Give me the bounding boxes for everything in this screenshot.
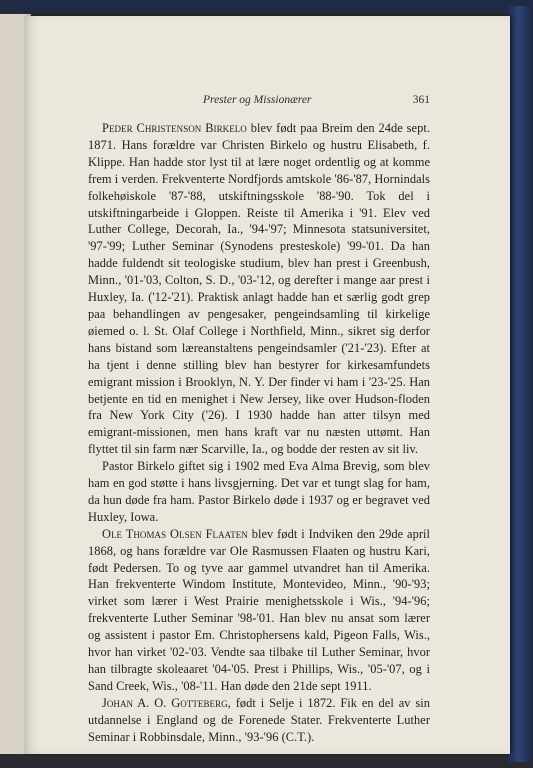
entry-text: født i Selje i 1872. Fik en del av sin utdannelse i England og de Forenede Stater. Frekventerte Luther Seminar i Robbinsdale, Minn., '93-'96 (C.T.). (88, 695, 430, 744)
entry-name: Ole Thomas Olsen Flaaten (102, 526, 248, 541)
body-text (88, 120, 430, 746)
entry-name: Peder Christenson Birkelo (102, 121, 247, 135)
book-cover-edge (507, 6, 533, 762)
paragraph-flaaten (88, 526, 430, 695)
entry-text: blev født i Indviken den 29de april 1868, og hans forældre var Ole Rasmussen Flaaten og hustru Kari, født Pedersen. To og tyve aar gammel utvandret han til Amerika. Han frekventerte Windom Institute, Montevideo, Minn., '90-'93; virket som lærer i West Prairie menighetsskole i Wis., '94-'96; frekventerte Luther Seminar '98-'01. Han blev nu ansat som lærer og assistent i pastor Em. Christophersens kald, Pigeon Falls, Wis., hvor han virket '02-'03. Vendte saa tilbake til Luther Seminar, hvor han tilbragte skoleaaret '04-'05. Prest i Phillips, Wis., '05-'07, og i Sand Creek, Wis., '08-'11. Han døde den 21de sept 1911. (88, 526, 430, 693)
book-cover-top (0, 0, 533, 12)
entry-text: blev født paa Breim den 24de sept. 1871. Hans forældre var Christen Birkelo og hustru Elisabeth, f. Klippe. Han hadde stor lyst til at lære noget ordentlig og at komme frem i verden. Frekventerte Nordfjords amtskole '86-'87, Hornindals folkehøiskole '87-'88, utskiftningsskole '88-'90. Tok del i utskiftningarbeide i Gloppen. Reiste til Amerika i '91. Elev ved Luther College, Decorah, Ia., '94-'97; Minnesota statsuniversitet, '97-'99; Luther Seminar (Synodens presteskole) '99-'01. Da han hadde fuldendt sit teologiske studium, blev han prest i Greenbush, Minn., '01-'03, Colton, S. D., '03-'12, og derefter i mange aar prest i Huxley, Ia. ('12-'21). Praktisk anlagt hadde han et særlig godt grep paa behandlingen av pengesaker, pengeindsamling til kirkelige øiemed o. l. St. Olaf College i Northfield, Minn., sikret sig derfor hans bistand som læreanstaltens pengeindsamler ('21-'23). Efter at ha tjent i denne stilling blev han bestyrer for kirkesamfundets emigrant mission i Brooklyn, N. Y. Der finder vi ham i '23-'25. Han betjente en tid en menighet i New Jersey, like over Hudson-floden fra New York City ('26). I 1930 hadde han atter tilsyn med emigrant-missionen, men hans kraft var nu næsten uttømt. Han flyttet til sin farm nær Scarville, Ia., og bodde der resten av sit liv. (88, 121, 430, 457)
paragraph-birkelo (88, 120, 430, 458)
running-head-title: Prester og Missionærer (203, 94, 312, 106)
page-number: 361 (412, 94, 430, 106)
paragraph-birkelo-marriage (88, 458, 430, 526)
paragraph-gotteberg (88, 695, 430, 746)
entry-name: Johan A. O. Gotteberg, (102, 695, 231, 710)
entry-text: Pastor Birkelo giftet sig i 1902 med Eva Alma Brevig, som blev ham en god støtte i hans livsgjerning. Det var et tungt slag for ham, da hun døde fra ham. Pastor Birkelo døde i 1937 og er begravet ved Huxley, Iowa. (88, 459, 430, 524)
